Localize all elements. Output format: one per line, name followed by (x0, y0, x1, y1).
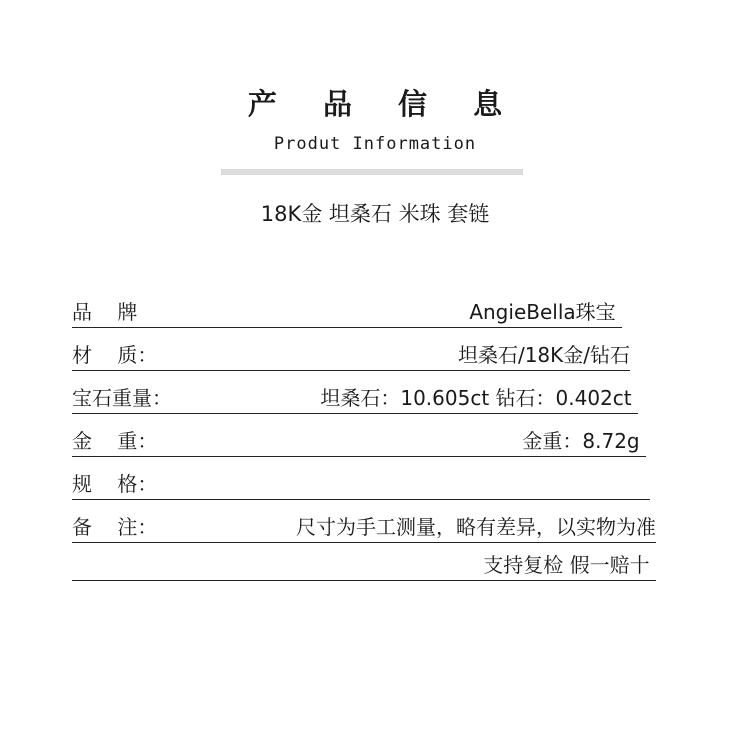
spec-label-material: 材 质： (72, 343, 158, 367)
spec-value-gem-weight: 坦桑石：10.605ct 钻石：0.402ct (320, 386, 638, 410)
spec-value-brand: AngieBella珠宝 (469, 300, 622, 324)
spec-value-remark: 尺寸为手工测量，略有差异，以实物为准 (296, 515, 656, 539)
underline (72, 580, 656, 581)
divider-bar (221, 169, 523, 175)
spec-row-size (72, 470, 650, 500)
spec-label-size: 规 格： (72, 472, 158, 496)
spec-label-gem-weight: 宝石重量： (72, 386, 172, 410)
spec-row-remark-cont (72, 551, 656, 581)
page-subtitle: Produt Information (273, 134, 477, 154)
underline (72, 413, 638, 414)
spec-row-brand (72, 298, 622, 328)
spec-label-remark: 备 注： (72, 515, 158, 539)
spec-value-material: 坦桑石/18K金/钻石 (457, 343, 630, 367)
underline (72, 370, 630, 371)
spec-row-gem-weight (72, 384, 638, 414)
spec-label-brand: 品 牌 (72, 300, 138, 324)
spec-row-material (72, 341, 630, 371)
spec-row-remark (72, 513, 656, 543)
spec-row-gold-weight (72, 427, 646, 457)
spec-value-gold-weight: 金重：8.72g (522, 429, 646, 453)
underline (72, 499, 650, 500)
product-name: 18K金 坦桑石 米珠 套链 (260, 202, 490, 226)
underline (72, 456, 646, 457)
page-title: 产 品 信 息 (247, 87, 521, 121)
underline (72, 327, 622, 328)
spec-value-remark-cont: 支持复检 假一赔十 (483, 553, 656, 577)
underline (72, 542, 656, 543)
spec-label-gold-weight: 金 重： (72, 429, 158, 453)
